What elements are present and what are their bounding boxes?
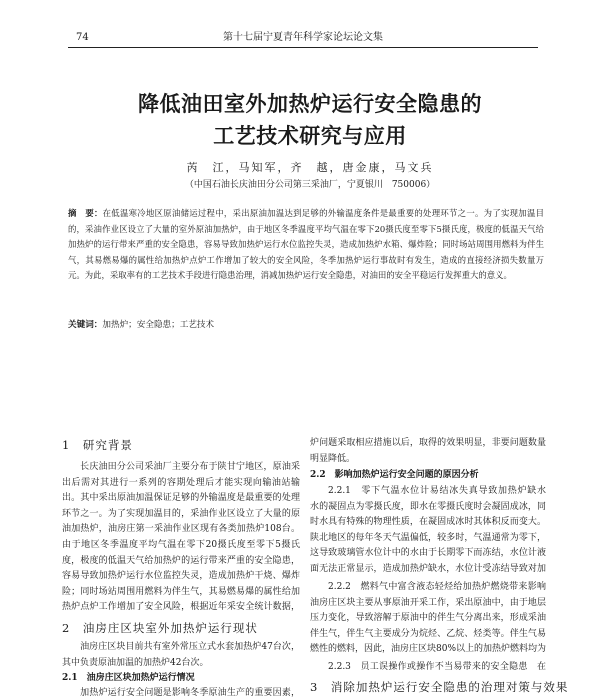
keywords-label: 关键词： — [68, 320, 103, 330]
journal-name: 第十七届宁夏青年科学家论坛论文集 — [223, 32, 383, 43]
right-top-paragraph: 炉问题采取相应措施以后，取得的效果明显，非要问题数量明显降低。 — [310, 438, 546, 464]
title-line-1: 降低油田室外加热炉运行安全隐患的 — [138, 91, 482, 116]
header-rule — [68, 47, 538, 48]
running-header — [68, 30, 538, 46]
subsection-2-1-title: 2.1 油房庄区块加热炉运行情况 — [62, 673, 195, 683]
abstract — [68, 206, 544, 284]
abstract-text: 在低温寒冷地区原油储运过程中，采出原油加温达到足够的外输温度条件是最重要的处理环节之一。为了实现加温目的，采油作业区设立了大量的室外原油加热炉，由于地区冬季温度平均气温在零下20摄氏度至零下5摄氏度，极度的低温天气给加热炉的运行带来严重的安全隐患，容易导致加热炉运行水位监控失灵，造成加热炉水箱、爆炸险；同时场站周围用燃料为伴生气，其易燃易爆的属性给加热炉点炉工作增加了较大的安全风险，冬季加热炉运行事故时有发生，造成的直接经济损失数量万元。为此，采取率有的工艺技术手段进行隐患治理，消减加热炉运行安全隐患，对油田的安全平稳运行发挥重大的意义。 — [68, 208, 544, 281]
section-2-title: 2 油房庄区块室外加热炉运行现状 — [62, 621, 258, 635]
subsection-2-2-title: 2.2 影响加热炉运行安全问题的原因分析 — [310, 470, 479, 480]
paragraph-2-2-3: 2.2.3 员工误操作或操作不当易带来的安全隐患 在 — [328, 662, 546, 672]
title-line-2: 工艺技术研究与应用 — [213, 123, 407, 148]
paper-title — [90, 88, 530, 152]
abstract-label: 摘 要： — [68, 208, 103, 218]
keywords — [68, 318, 544, 333]
keywords-text: 加热炉；安全隐患；工艺技术 — [102, 320, 215, 330]
section-2-paragraph: 油房庄区块目前共有室外常压立式水套加热炉47台次，其中负责原油加温的加热炉42台次。 — [62, 642, 300, 668]
paragraph-2-2-1: 2.2.1 零下气温水位计易结冰失真导致加热炉缺水 水的凝固点为零摄氏度，即水在零摄氏度时会凝固成冰，同时水具有特殊的物理性质，在凝固成冰时其体积反而变大。陕北地区的每年冬天气温偏低，较多时，气温通常为零下，这导致玻璃管水位计中的水由于长期零下而冻结，水位计液面无法正常显示，造成加热炉缺水，水位计受冻结导致对加 — [310, 486, 546, 574]
subsection-2-1-paragraph: 加热炉运行安全问题是影响冬季原油生产的重要因素， — [80, 688, 300, 697]
affiliation: （中国石油长庆油田分公司第三采油厂，宁夏银川 750006） — [184, 180, 436, 190]
authors: 芮 江，马知军，齐 越，唐金康，马文兵 — [186, 161, 434, 174]
section-1-title: 1 研究背景 — [62, 438, 133, 452]
section-1-paragraph: 长庆油田分公司采油厂主要分布于陕甘宁地区，原油采出后需对其进行一系列的容期处理后才能实现向输油站输出。其中采出原油加温保证足够的外输温度是最重要的处理环节之一。为了实现加温目的，采油作业区设立了大量的原油加热炉，油房庄第一采油作业区现有各类加热炉108台。由于地区冬季温度平均气温在零下20摄氏度至零下5摄氏度，极度的低温天气给加热炉的运行带来严重的安全隐患，容易导致加热炉运行水位监控失灵，造成加热炉干烧、爆炸险；同时场站周围用燃料为伴生气，其易燃易爆的属性给加热炉点炉工作增加了安全风险，根据近年采安全统计数据， — [62, 462, 300, 613]
paragraph-2-2-2: 2.2.2 燃料气中富含液态轻烃给加热炉燃烧带来影响 油房庄区块主要从事原油开采工作，采出原油中，由于地层压力变化，导致溶解于原油中的伴生气分离出来，形成采油伴生气，伴生气主要成分为烷烃、乙烷、烃类等。伴生气易燃性的燃料，因此，油房庄区块80%以上的加热炉燃料均为 — [310, 582, 546, 655]
section-3-title: 3 消除加热炉运行安全隐患的治理对策与效果 — [310, 680, 569, 694]
page-number: 74 — [76, 32, 89, 43]
